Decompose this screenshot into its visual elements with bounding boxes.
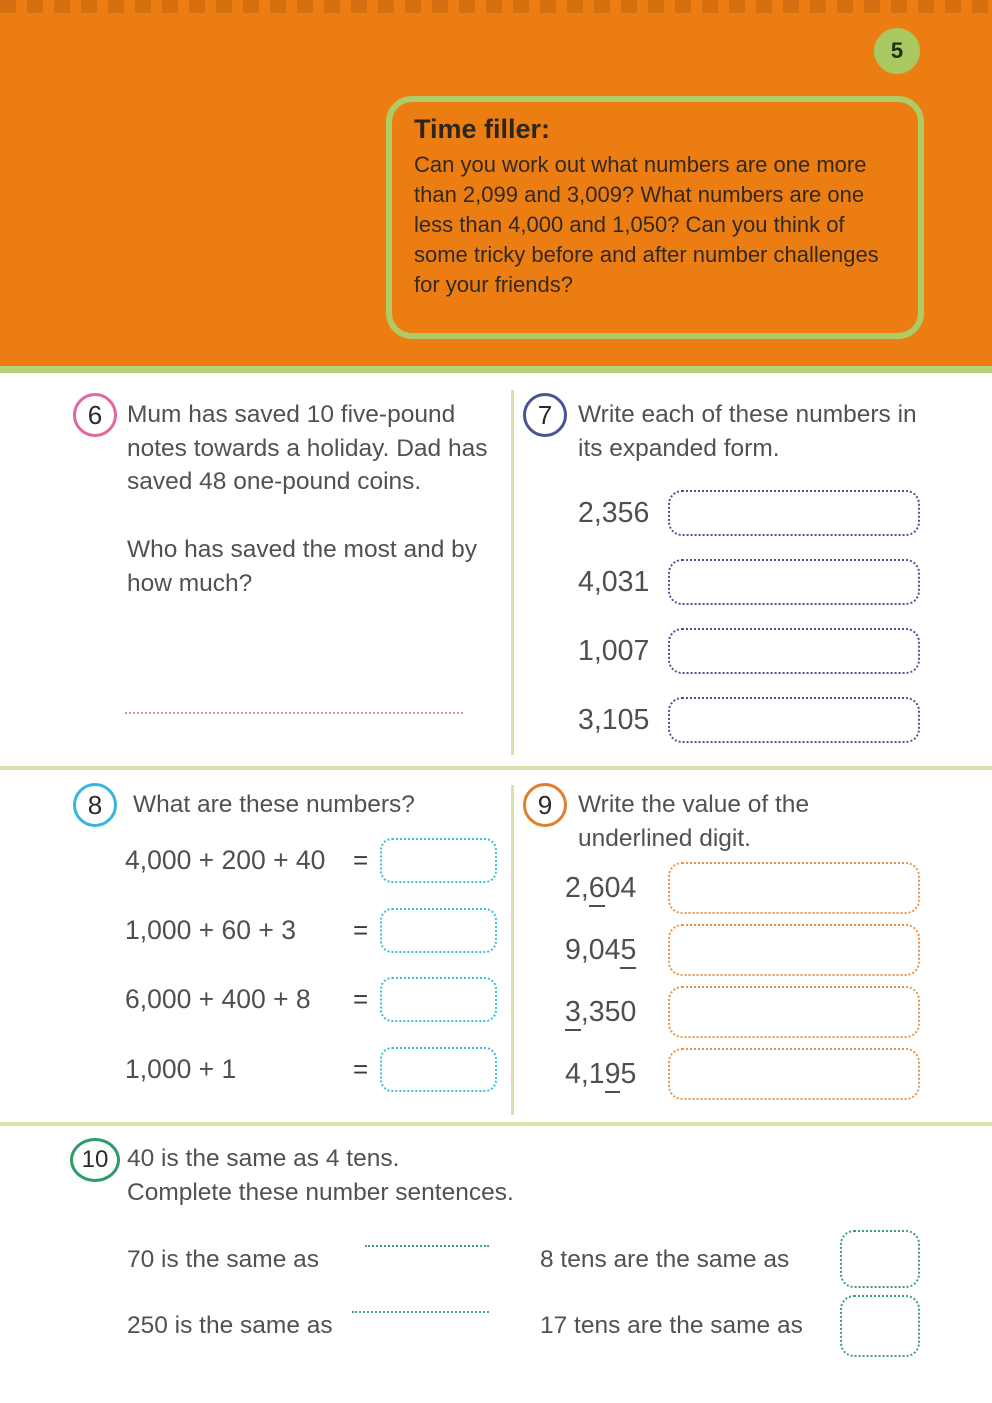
section-divider-1	[0, 766, 992, 770]
page-number-badge: 5	[874, 28, 920, 74]
underlined-digit: 6	[589, 872, 605, 907]
q9-number-label: 9,045	[565, 934, 668, 967]
equals-sign: =	[353, 984, 369, 1014]
underlined-digit: 9	[605, 1058, 621, 1093]
question-9-prompt: Write the value of the underlined digit.	[578, 791, 810, 852]
equals-sign: =	[353, 845, 369, 875]
q10-line-1: 40 is the same as 4 tens.	[127, 1145, 400, 1172]
column-divider-middle	[511, 785, 514, 1115]
q9-number-label: 2,604	[565, 872, 668, 905]
q10-right-label: 17 tens are the same as	[540, 1312, 803, 1339]
question-10-number: 10	[70, 1138, 120, 1182]
header-divider	[0, 366, 992, 373]
equals-sign: =	[353, 915, 369, 945]
question-6-number: 6	[73, 393, 117, 437]
underlined-digit: 5	[620, 934, 636, 969]
q7-row	[578, 697, 920, 743]
q7-item-label: 2,356	[578, 496, 650, 529]
q9-row	[565, 862, 920, 914]
time-filler-body: Can you work out what numbers are one more than 2,099 and 3,009? What numbers are one less than 4,000 and 1,050? Can you think of some tricky before and after number challenges for your friends?	[414, 152, 879, 297]
time-filler-box	[386, 96, 924, 339]
section-divider-2	[0, 1122, 992, 1126]
q9-row	[565, 924, 920, 976]
q9-answer-box[interactable]	[668, 1048, 920, 1100]
question-8-prompt: What are these numbers?	[133, 791, 415, 818]
q8-expression: 6,000 + 400 + 8	[125, 984, 311, 1014]
question-6-subtext: Who has saved the most and by how much?	[127, 536, 477, 597]
question-10-text	[127, 1142, 647, 1209]
question-8-number: 8	[73, 783, 117, 827]
perforation-pattern	[0, 0, 992, 13]
q7-row	[578, 628, 920, 674]
q6-answer-line[interactable]	[125, 712, 463, 714]
q7-row	[578, 559, 920, 605]
q9-answer-box[interactable]	[668, 924, 920, 976]
q9-answer-box[interactable]	[668, 986, 920, 1038]
q10-answer-box[interactable]	[840, 1295, 920, 1357]
q7-item-label: 1,007	[578, 634, 650, 667]
equals-sign: =	[353, 1054, 369, 1084]
q7-row	[578, 490, 920, 536]
q8-answer-box[interactable]	[380, 1047, 497, 1092]
q8-answer-box[interactable]	[380, 838, 497, 883]
q10-left-label: 70 is the same as	[127, 1246, 320, 1273]
q8-expression: 1,000 + 60 + 3	[125, 915, 296, 945]
q10-right-label: 8 tens are the same as	[540, 1246, 790, 1273]
q7-answer-box[interactable]	[668, 490, 920, 536]
q8-answer-box[interactable]	[380, 908, 497, 953]
q8-expression: 1,000 + 1	[125, 1054, 237, 1084]
question-9-number: 9	[523, 783, 567, 827]
column-divider-top	[511, 390, 514, 755]
question-6-text: Mum has saved 10 five-pound notes towards a holiday. Dad has saved 48 one-pound coins.	[127, 401, 488, 495]
time-filler-title: Time filler:	[414, 114, 551, 144]
q10-answer-line[interactable]	[365, 1245, 489, 1247]
q9-number-label: 4,195	[565, 1058, 668, 1091]
q10-line-2: Complete these number sentences.	[127, 1178, 514, 1206]
q10-left-label: 250 is the same as	[127, 1312, 333, 1339]
q7-item-label: 4,031	[578, 565, 650, 598]
q7-item-label: 3,105	[578, 703, 650, 736]
q9-row	[565, 1048, 920, 1100]
q10-answer-box[interactable]	[840, 1230, 920, 1288]
question-7-prompt: Write each of these numbers in its expanded form.	[578, 401, 917, 462]
q8-answer-box[interactable]	[380, 977, 497, 1022]
q7-answer-box[interactable]	[668, 559, 920, 605]
q9-number-label: 3,350	[565, 996, 668, 1029]
q7-answer-box[interactable]	[668, 697, 920, 743]
q8-expression: 4,000 + 200 + 40	[125, 845, 326, 875]
q9-answer-box[interactable]	[668, 862, 920, 914]
underlined-digit: 3	[565, 996, 581, 1031]
q9-row	[565, 986, 920, 1038]
question-7-number: 7	[523, 393, 567, 437]
q7-answer-box[interactable]	[668, 628, 920, 674]
q10-answer-line[interactable]	[352, 1311, 489, 1313]
page-header	[0, 0, 992, 366]
